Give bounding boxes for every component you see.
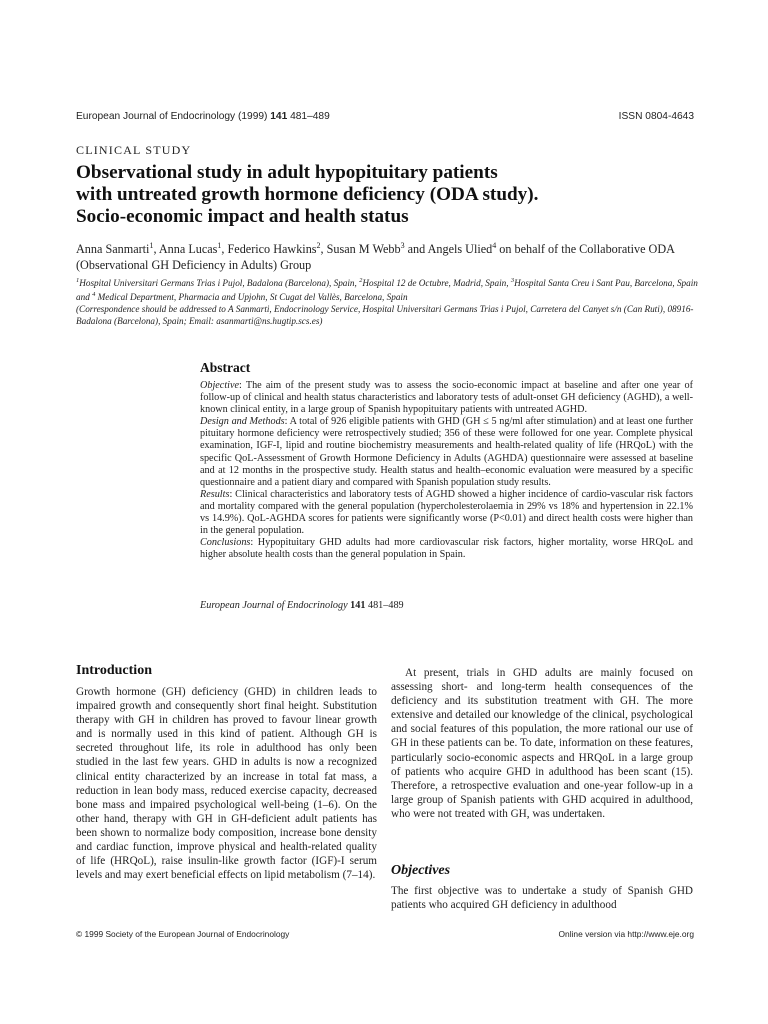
affiliation: Hospital Universitari Germans Trias i Pujol, Badalona (Barcelona), Spain,	[79, 278, 360, 289]
title-line: Socio-economic impact and health status	[76, 206, 409, 227]
abstract-design	[200, 416, 693, 489]
abstract-label: Results	[200, 488, 230, 500]
abstract-label: Design and Methods	[200, 416, 285, 428]
paragraph: The first objective was to undertake a study of Spanish GHD patients who acquired GH deficiency in adulthood	[391, 885, 693, 912]
abstract-conclusions	[200, 537, 693, 561]
abstract-heading: Abstract	[200, 360, 251, 375]
objectives-heading: Objectives	[391, 863, 451, 878]
author-sup: 1	[217, 241, 222, 250]
running-header	[76, 111, 694, 125]
abstract-objective	[200, 380, 693, 416]
author-group: on behalf of the Collaborative ODA (Observational GH Deficiency in Adults) Group	[76, 242, 675, 273]
abstract-label: Objective	[200, 380, 240, 391]
title-line: Observational study in adult hypopituitary patients	[76, 162, 498, 183]
abstract-body	[200, 380, 693, 561]
abstract-text: : Hypopituitary GHD adults had more cardiovascular risk factors, higher mortality, worse HRQoL and higher absolute health costs than the general population in Spain.	[200, 537, 693, 561]
paragraph: Growth hormone (GH) deficiency (GHD) in children leads to impaired growth and consequently short final height. Substitution therapy with GH in children has proved to favour linear growth and is normally used in this kind of patient. Although GH is secreted throughout life, its role in adulthood has only been studied in the last few years. GHD in adults is now a recognized clinical entity characterized by an increase in total fat mass, a reduction in lean body mass, reduced exercise capacity, decreased bone mass and impaired psychological well-being (1–6). On the other hand, therapy with GH in GH-deficient adult patients has been shown to normalize body composition, increase bone density and cardiac function, improve physical and health-related quality of life (HRQoL), raise insulin-like growth factor (IGF)-I serum levels and may exert beneficial effects on lipid metabolism (7–14).	[76, 686, 377, 882]
author: , Anna Lucas	[153, 242, 218, 257]
abstract-results	[200, 489, 693, 537]
affil-sup: 3	[510, 277, 515, 284]
abstract-text: : A total of 926 eligible patients with GHD (GH ≤ 5 ng/ml after stimulation) and at least one further pituitary hormone deficiency were retrospectively studied; 356 of these were followed for one year. Complete physical examination, IGF-I, lipid and routine biochemistry measurements and health-related quality of life (HRQoL) with the specific QoL-Assessment of Growth Hormone Deficiency in Adults (AGHDA) questionnaire were assessed at baseline and at 12 months in the prospective study. Health status and health–economic evaluation were measured by a specific questionnaire and a patient diary and compared with Spanish population study results.	[200, 416, 693, 488]
journal-pages: 481–489	[287, 111, 330, 122]
abstract-text: : The aim of the present study was to assess the socio-economic impact at baseline and after one year of follow-up of clinical and health status characteristics and laboratory tests of adult-onset GH deficiency (AGHD), a well-known clinical entity, in a large group of Spanish hypopituitary patients with untreated AGHD.	[200, 380, 693, 416]
author-sup: 2	[316, 241, 321, 250]
introduction-heading: Introduction	[76, 663, 152, 678]
column-two-text	[391, 666, 693, 821]
author: Anna Sanmarti	[76, 242, 150, 257]
section-label: CLINICAL STUDY	[76, 143, 192, 157]
online-version-link[interactable]: Online version via http://www.eje.org	[558, 929, 694, 939]
abstract-text: : Clinical characteristics and laboratory tests of AGHD showed a higher incidence of cardio-vascular risk factors and mortality compared with the general population (hypercholesterolaemia in 29% vs 18% and hypertension in 22.1% vs 14.9%). QoL-AGHDA scores for patients were significantly worse (P<0.01) and direct health costs were higher than in the general population.	[200, 488, 693, 537]
affiliations	[76, 275, 706, 303]
author-sup: 3	[400, 241, 405, 250]
affil-sup: 4	[92, 291, 96, 299]
copyright: © 1999 Society of the European Journal of Endocrinology	[76, 929, 290, 939]
journal-citation	[76, 111, 330, 122]
author-sup: 1	[149, 241, 154, 250]
objectives-text	[391, 884, 693, 912]
journal-volume: 141	[270, 111, 288, 122]
abstract-citation	[200, 600, 404, 611]
affiliation: Hospital 12 de Octubre, Madrid, Spain,	[362, 278, 511, 289]
affiliation: Hospital Santa Creu i Sant Pau, Barcelona, Spain and	[76, 278, 698, 303]
journal-name: European Journal of Endocrinology (1999)	[76, 111, 271, 122]
author-list	[76, 238, 706, 273]
abstract-label: Conclusions	[200, 537, 251, 549]
issn: ISSN 0804-4643	[618, 111, 694, 122]
correspondence: (Correspondence should be addressed to A Sanmarti, Endocrinology Service, Hospital Universitari Germans Trias i Pujol, Carretera del Canyet s/n (Can Ruti), 08916-Badalona (Barcelona), Spain; Email: asanmarti@ns.hugtip.scs.es)	[76, 304, 694, 326]
introduction-text	[76, 685, 377, 882]
author: and Angels Ulied	[404, 242, 493, 257]
cite-journal: European Journal of Endocrinology	[200, 600, 348, 611]
author-sup: 4	[492, 241, 497, 250]
affil-sup: 2	[359, 277, 363, 284]
article-title	[76, 162, 716, 228]
affil-sup: 1	[76, 277, 80, 284]
cite-volume: 141	[350, 600, 366, 611]
author: , Federico Hawkins	[221, 242, 317, 257]
title-line: with untreated growth hormone deficiency (ODA study).	[76, 184, 539, 205]
affiliation: Medical Department, Pharmacia and Upjohn, St Cugat del Vallès, Barcelona, Spain	[95, 292, 408, 303]
paragraph: At present, trials in GHD adults are mainly focused on assessing short- and long-term health consequences of the deficiency and its substitution treatment with GH. The more extensive and detailed our knowledge of the clinical, psychological and social features of this population, the more rational our use of GH in these patients can be. To date, information on these features, particularly socio-economic aspects and HRQoL in a large group of patients who acquire GHD in adulthood has been scant (15). Therefore, a retrospective evaluation and one-year follow-up in a large group of Spanish patients with GHD acquired in adulthood, who were not treated with GH, was undertaken.	[391, 667, 693, 820]
author: , Susan M Webb	[320, 242, 401, 257]
cite-pages: 481–489	[365, 600, 404, 611]
